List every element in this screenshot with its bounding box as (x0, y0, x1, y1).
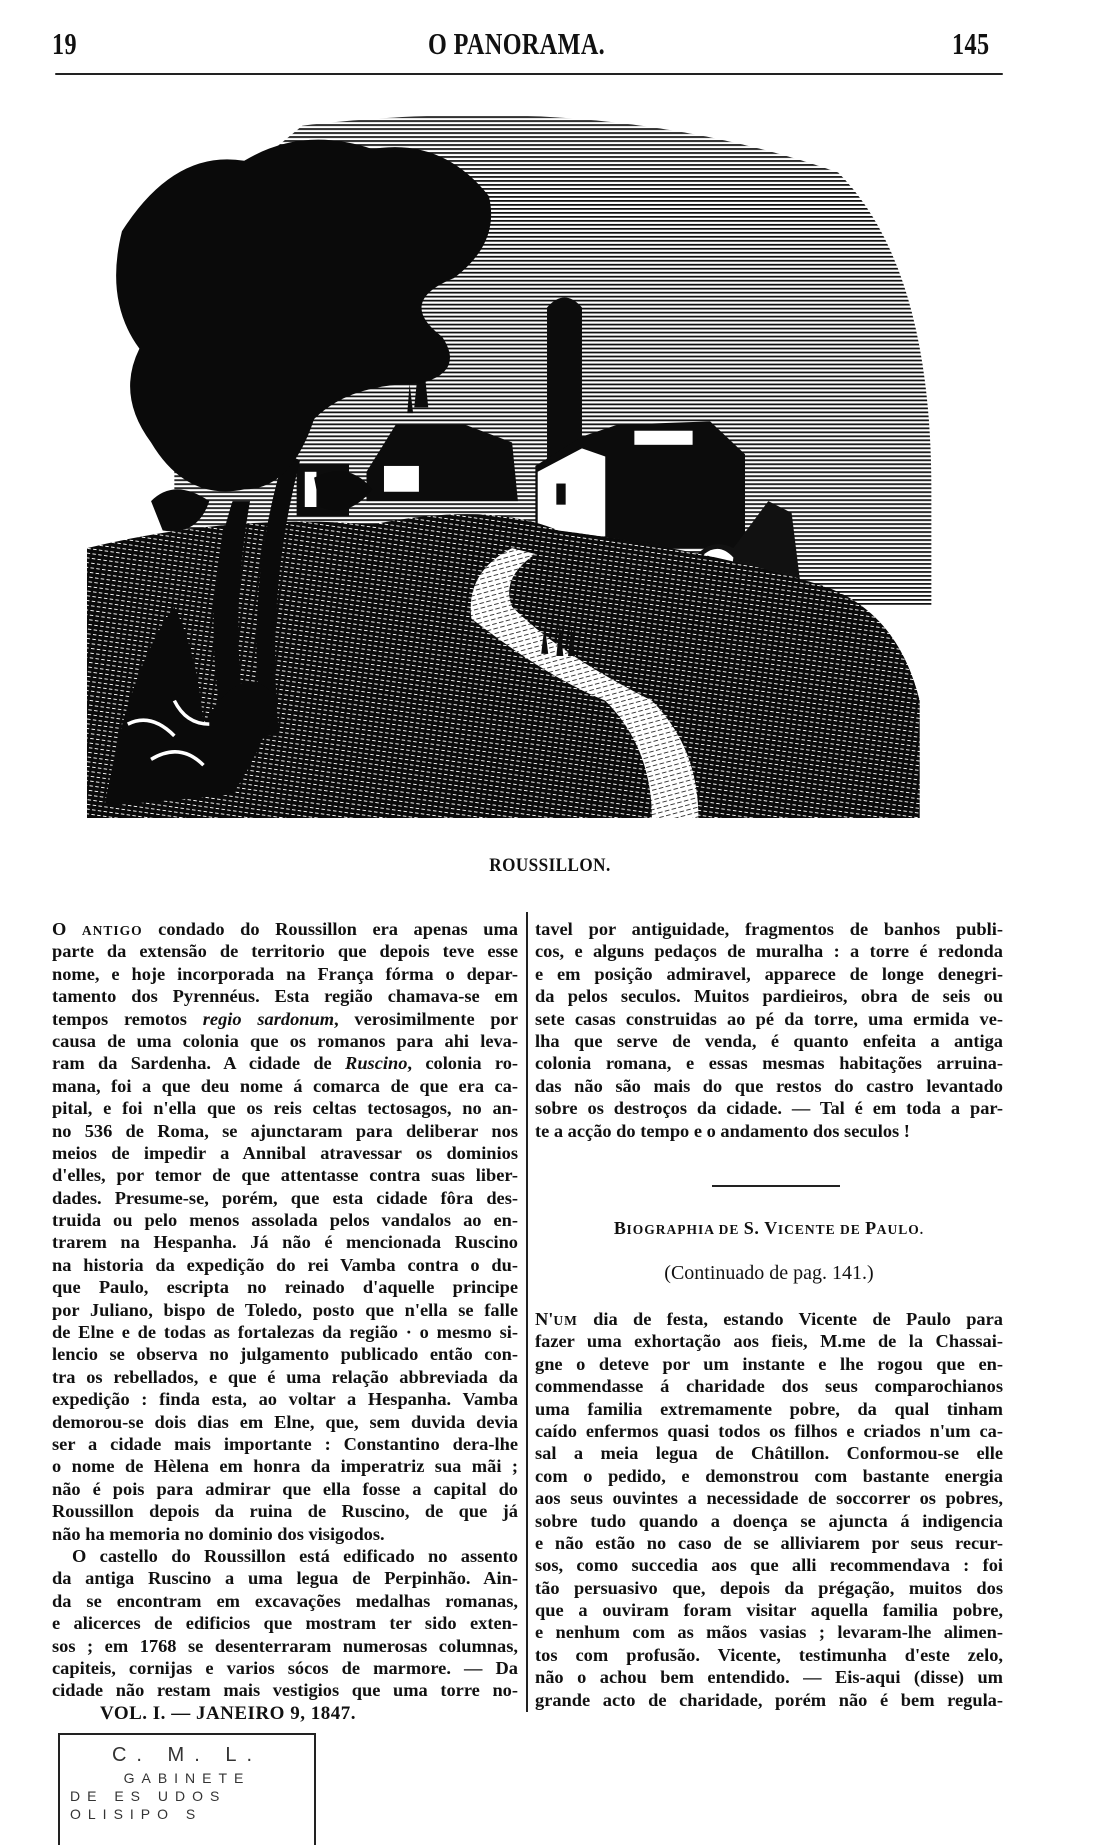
text-line: causa de uma colonia que os romanos para ahi leva- (52, 1030, 518, 1051)
text-line: e em posição admiravel, apparece de longe denegri- (535, 963, 1003, 984)
text-line: não é pois para admirar que ella fosse a capital do (52, 1478, 518, 1499)
text-segment: tempos remotos (52, 1008, 203, 1029)
text-line: das não são mais do que restos do castro levantado (535, 1075, 1003, 1096)
text-line: demorou-se dois dias em Elne, que, sem duvida devia (52, 1411, 518, 1432)
text-line: sos, como succedia aos que alli recommendava : foi (535, 1555, 1003, 1576)
text-line: tos com profusão. Vicente, testimunha d'este zelo, (535, 1644, 1003, 1665)
issue-date: JANEIRO 9, 1847. (195, 1703, 356, 1724)
text-line: e nenhum com as mãos vasias ; levaram-lhe alimen- (535, 1622, 1003, 1643)
page-number-left: 19 (52, 26, 77, 61)
text-segment: ram da Sardenha. A cidade de (52, 1053, 346, 1074)
header-rule (55, 73, 1003, 75)
text-line (52, 918, 518, 940)
title-text: AULO. (876, 1222, 925, 1237)
continued-note: (Continuado de pag. 141.) (664, 1262, 874, 1284)
text-line: expedição : finda esta, ao voltar a Hespanha. Vamba (52, 1389, 518, 1410)
text-line: tra os rebellados, e que é uma relação abbreviada da (52, 1366, 518, 1387)
text-line: o nome de Hèlena em honra da imperatriz sua mãi ; (52, 1456, 518, 1477)
text-line: tamento dos Pyrennéus. Esta região chamava-se em (52, 986, 518, 1007)
text-line: no 536 de Roma, se ajunctaram para deliberar nos (52, 1120, 518, 1141)
text-line: sete casas construidas ao pé da torre, uma ermida ve- (535, 1008, 1003, 1029)
text-line: de Elne e de todas as fortalezas da região · o mesmo si- (52, 1322, 518, 1343)
text-line: não o achou bem entendido. — Eis-aqui (disse) um (535, 1667, 1003, 1688)
masthead-title: O PANORAMA. (428, 26, 606, 61)
text-line: meios de impedir a Annibal atravessar os dominios (52, 1142, 518, 1163)
text-line: fazer uma exhortação aos fieis, M.me de la Chassai- (535, 1331, 1003, 1352)
title-text: IOGRAPHIA DE (626, 1222, 744, 1237)
text-line: parte da extensão de territorio que depois teve esse (52, 941, 518, 962)
stamp-line: C. M. L. (111, 1744, 262, 1766)
article-roussillon-left-column (52, 918, 518, 1702)
issue-footer (100, 1703, 356, 1725)
paragraph (52, 918, 518, 1545)
text-line: sos ; em 1768 se desenterraram numerosas columnas, (52, 1635, 518, 1656)
text-line: cos, e alguns pedaços de muralha : a torre é redonda (535, 941, 1003, 962)
text-line: tavel por antiguidade, fragmentos de banhos publi- (535, 919, 1003, 939)
title-initial: P (865, 1218, 877, 1238)
text-line: não ha memoria no dominio dos visigodos. (52, 1523, 385, 1544)
text-line: tão persuasivo que, depois da prégação, muitos dos (535, 1577, 1003, 1598)
stamp-line: OLISIPO S (70, 1806, 203, 1822)
text-segment: condado do Roussillon era apenas uma (142, 919, 518, 939)
text-line: ser a cidade mais importante : Constantino dera-lhe (52, 1433, 518, 1454)
text-line: por Juliano, bispo de Toledo, posto que n'ella se falle (52, 1299, 518, 1320)
text-line: colonia romana, e essas mesmas habitações arruina- (535, 1053, 1003, 1074)
roussillon-engraving (87, 108, 943, 818)
text-line: na historia da expedição do rei Vamba contra o du- (52, 1254, 518, 1275)
dash: — (165, 1703, 196, 1724)
text-line: caído enfermos quasi todos os filhos e criados n'um ca- (535, 1420, 1003, 1441)
text-line: grande acto de charidade, porém não é bem regula- (535, 1689, 1003, 1710)
text-line: que a ouviram foram visitar aquella familia pobre, (535, 1600, 1003, 1621)
title-initial: B (613, 1218, 627, 1238)
text-line: pital, e foi n'ella que os reis celtas tectosagos, no an- (52, 1098, 518, 1119)
text-line: que Paulo, escripta no reinado d'aquelle principe (52, 1277, 518, 1298)
text-line: nome, e hoje incorporada na França fórma o depar- (52, 963, 518, 984)
text-segment: ANTIGO (81, 923, 143, 938)
engraving-caption: ROUSSILLON. (489, 855, 611, 876)
text-line: trarem na Hespanha. Já não é mencionada Ruscino (52, 1232, 518, 1253)
text-line: gne o deteve por um instante e lhe rogou que en- (535, 1353, 1003, 1374)
text-segment: Ruscino (345, 1053, 408, 1074)
stamp-line: GABINETE (123, 1770, 251, 1786)
article-biographia-column (535, 1308, 1003, 1711)
text-line: capiteis, cornijas e varios sócos de marmore. — Da (52, 1657, 518, 1678)
text-line: lencio se observa no julgamento publicado então con- (52, 1344, 518, 1365)
text-line: cidade não restam mais vestigios que uma torre no- (52, 1680, 518, 1701)
text-line: da pelos seculos. Muitos pardieiros, obra de seis ou (535, 986, 1003, 1007)
text-segment: , verosimilmente por (334, 1008, 518, 1029)
paragraph (52, 1545, 518, 1702)
text-line: O castello do Roussillon está edificado no assento (72, 1545, 518, 1566)
text-line: truida ou pelo menos assolada pelos vandalos ao en- (52, 1210, 518, 1231)
text-line: mana, foi a que deu nome á comarca de que era ca- (52, 1075, 518, 1096)
text-line: aos seus ouvintes a necessidade de soccorrer os pobres, (535, 1488, 1003, 1509)
text-segment: N' (535, 1309, 554, 1329)
text-line: sal a meia legua de Châtillon. Conformou-se elle (535, 1443, 1003, 1464)
text-line: sobre os destroços da cidade. — Tal é em toda a par- (535, 1098, 1003, 1119)
text-line (52, 1008, 518, 1030)
text-line: e não estão no caso de se alliviarem por seus recur- (535, 1532, 1003, 1553)
text-segment: O (52, 919, 82, 939)
section-separator (712, 1185, 840, 1187)
text-line: commendasse á charidade dos seus comparochianos (535, 1376, 1003, 1397)
text-line: dades. Presume-se, porém, que esta cidade fôra des- (52, 1187, 518, 1208)
text-segment: UM (553, 1313, 578, 1328)
text-line (535, 1308, 1003, 1330)
text-line: da antiga Ruscino a uma legua de Perpinhão. Ain- (52, 1568, 518, 1589)
paragraph (535, 918, 1003, 1142)
text-line: d'elles, por temor de que attentasse contra suas liber- (52, 1165, 518, 1186)
text-segment: dia de festa, estando Vicente de Paulo para (577, 1309, 1003, 1329)
title-text: ICENTE DE (777, 1222, 866, 1237)
text-line: e alicerces de edificios que mostram ter sido exten- (52, 1613, 518, 1634)
text-line: uma familia extremamente pobre, da qual tinham (535, 1398, 1003, 1419)
text-line: Roussillon depois da ruina de Ruscino, de que já (52, 1501, 518, 1522)
text-segment: , colonia ro- (407, 1053, 519, 1074)
page-number-right: 145 (952, 26, 990, 61)
text-line: com o pedido, e demonstrou com bastante energia (535, 1465, 1003, 1486)
title-initial: S. V (743, 1218, 778, 1238)
paragraph (535, 1308, 1003, 1711)
text-line: da se encontram em excavações medalhas romanas, (52, 1590, 518, 1611)
text-line: te a acção do tempo e o andamento dos seculos ! (535, 1120, 910, 1141)
article-roussillon-right-column (535, 918, 1003, 1142)
text-segment: regio sardonum (202, 1008, 335, 1029)
article-title-biographia (535, 1218, 1003, 1239)
volume-label: VOL. I. (100, 1703, 166, 1724)
library-stamp (58, 1733, 316, 1845)
column-divider (526, 912, 528, 1712)
text-line: sobre tudo quando a doença se ajuncta á indigencia (535, 1510, 1003, 1531)
text-line (52, 1052, 518, 1074)
text-line: lha que serve de venda, é quanto enfeita a antiga (535, 1030, 1003, 1051)
stamp-line: DE ES UDOS (70, 1788, 227, 1804)
